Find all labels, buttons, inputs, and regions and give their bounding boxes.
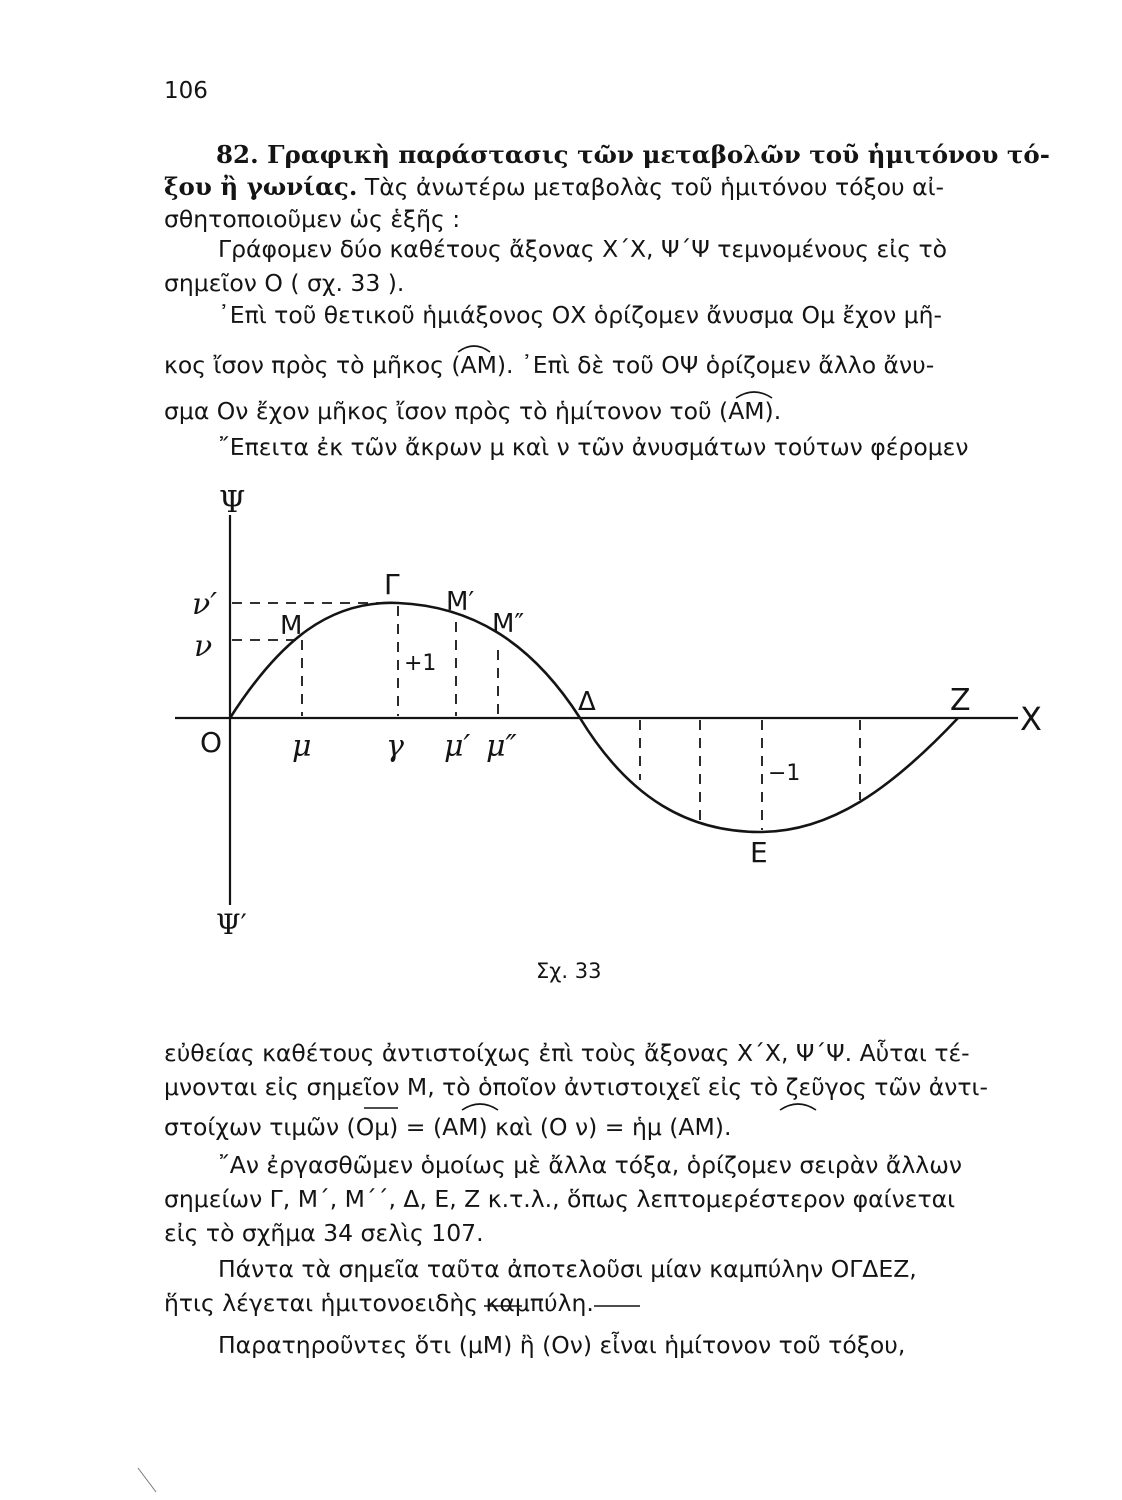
figure-caption: Σχ. 33 bbox=[536, 959, 602, 983]
label-point-Delta: Δ bbox=[578, 687, 596, 717]
label-point-Z: Ζ bbox=[950, 683, 971, 718]
label-mu-dprime: μ″ bbox=[486, 729, 517, 764]
label-gamma: γ bbox=[386, 729, 404, 764]
paragraph-4-line-1: ῎Αν ἐργασθῶμεν ὁμοίως μὲ ἄλλα τόξα, ὁρίζομεν σειρὰν ἄλλων bbox=[218, 1151, 963, 1179]
paragraph-2-line-2: κος ἴσον πρὸς τὸ μῆκος (ΑΜ). ᾿Επὶ δὲ τοῦ ΟΨ ὁρίζομεν ἄλλο ἄνυ- bbox=[164, 351, 935, 379]
label-psi: Ψ bbox=[219, 485, 246, 520]
paragraph-3-line-2: εὐθείας καθέτους ἀντιστοίχως ἐπὶ τοὺς ἄξονας Χ΄Χ, Ψ΄Ψ. Αὗται τέ- bbox=[164, 1039, 970, 1067]
label-x-axis: Χ bbox=[1020, 700, 1042, 738]
label-nu: ν bbox=[194, 629, 213, 664]
label-point-Gamma: Γ bbox=[384, 568, 400, 601]
label-nu-prime: ν′ bbox=[192, 587, 218, 622]
label-psi-prime: Ψ′ bbox=[216, 908, 247, 941]
label-minus-one: −1 bbox=[768, 761, 801, 786]
paragraph-2-line-1: ᾿Επὶ τοῦ θετικοῦ ἡμιάξονος ΟΧ ὁρίζομεν ἄνυσμα Ομ ἔχον μῆ- bbox=[218, 301, 943, 329]
label-mu: μ bbox=[292, 729, 312, 764]
intro-line-2: σθητοποιοῦμεν ὡς ἑξῆς : bbox=[164, 205, 461, 233]
paragraph-5-line-2: ἥτις λέγεται ἡμιτονοειδὴς καμπύλη. bbox=[164, 1289, 594, 1317]
section-title-end: ξου ἢ γωνίας. bbox=[164, 172, 358, 201]
paragraph-6-line-1: Παρατηροῦντες ὅτι (μΜ) ἢ (Ον) εἶναι ἡμίτονον τοῦ τόξου, bbox=[218, 1331, 906, 1359]
paragraph-3-line-4: στοίχων τιμῶν (Ομ) = (ΑΜ) καὶ (Ο ν) = ἡμ (ΑΜ). bbox=[164, 1113, 732, 1141]
paragraph-3-line-1: ῎Επειτα ἐκ τῶν ἄκρων μ καὶ ν τῶν ἀνυσμάτων τούτων φέρομεν bbox=[218, 433, 969, 461]
paragraph-4-line-3: εἰς τὸ σχῆμα 34 σελὶς 107. bbox=[164, 1219, 484, 1247]
paragraph-5-line-1: Πάντα τὰ σημεῖα ταῦτα ἀποτελοῦσι μίαν καμπύλην ΟΓΔΕΖ, bbox=[218, 1255, 917, 1283]
label-mu-prime: μ′ bbox=[444, 729, 471, 764]
label-point-E: Ε bbox=[750, 836, 768, 869]
paragraph-2-line-3: σμα Ον ἔχον μῆκος ἴσον πρὸς τὸ ἡμίτονον τοῦ (ΑΜ). bbox=[164, 397, 782, 425]
label-point-M-prime: Μ′ bbox=[446, 587, 475, 617]
paragraph-3-line-3: μνονται εἰς σημεῖον Μ, τὸ ὁποῖον ἀντιστοιχεῖ εἰς τὸ ζεῦγος τῶν ἀντι- bbox=[164, 1073, 988, 1101]
paragraph-1-line-1: Γράφομεν δύο καθέτους ἄξονας Χ΄Χ, Ψ΄Ψ τεμνομένους εἰς τὸ bbox=[218, 235, 947, 263]
label-point-M: Μ bbox=[280, 611, 303, 641]
label-plus-one: +1 bbox=[404, 651, 437, 676]
intro-text: Τὰς ἀνωτέρω μεταβολὰς τοῦ ἡμιτόνου τόξου αἰ- bbox=[357, 173, 944, 201]
paragraph-4-line-2: σημείων Γ, Μ΄, Μ΄΄, Δ, Ε, Ζ κ.τ.λ., ὅπως λεπτομερέστερον φαίνεται bbox=[164, 1185, 956, 1213]
page-number: 106 bbox=[164, 78, 208, 104]
paragraph-1-line-2: σημεῖον Ο ( σχ. 33 ). bbox=[164, 269, 405, 297]
section-title: 82. Γραφικὴ παράστασις τῶν μεταβολῶν τοῦ ἡμιτόνου τό- bbox=[216, 140, 1050, 169]
label-origin: Ο bbox=[200, 726, 223, 759]
label-point-M-dprime: Μ″ bbox=[492, 609, 525, 639]
